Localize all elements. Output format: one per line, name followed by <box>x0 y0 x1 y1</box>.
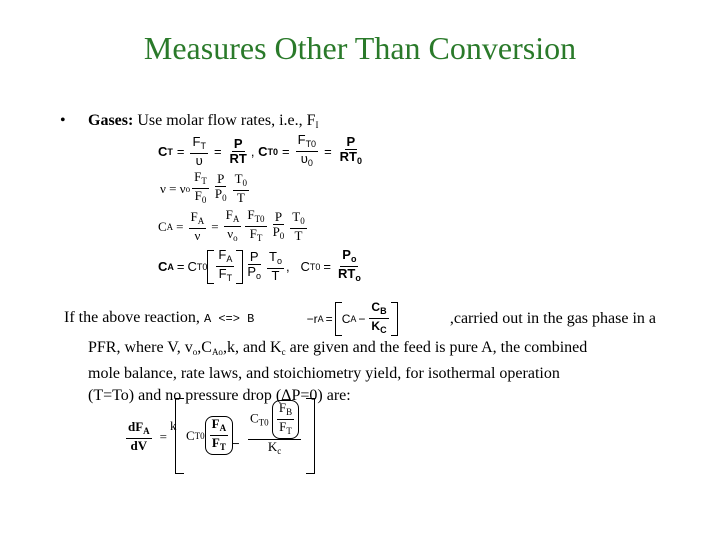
gases-label: Gases: <box>88 112 134 129</box>
rate-constant-term: k <box>170 418 177 433</box>
problem-statement: If the above reaction, A <=> B −r A = C A − $\frac{C_B}{K_C}$ ,carried out in the gas phase in a PFR, where V, $v_o,C_{Ao},k$, and $K_c$ are given and the feed is pure A, the combined mole balance, rate laws, and stoichiometry yield, for isothermal operation (T=To) and no pressure drop (ΔP=0) are: <box>64 300 656 407</box>
equation-species-concentration: C A = $\frac{F_A}{\nu}$ = $\frac{F_A}{\nu_o}$ $\frac{F_{T0}}{F_T}$ $\frac{P}{P_0}$ $\frac{T_0}{T}$ <box>158 207 305 243</box>
paragraph-line-2: PFR, where V, $v_o,C_{Ao},k$, and $K_c$ are given and the feed is pure A, the combined <box>88 339 588 357</box>
minus-sign: − <box>232 436 240 451</box>
paragraph-line-4: (T=To) and no pressure drop (ΔP=0) are: <box>88 387 351 404</box>
bullet-marker: • <box>60 112 66 129</box>
page-title: Measures Other Than Conversion <box>143 30 577 66</box>
equation-total-concentration: C T = $\frac{F_T}{\upsilon}$ = $\frac{P}{RT}$ , C T0 = $\frac{F_{T0}}{\upsilon_0}$ = $\frac{P}{RT_0}$ <box>158 132 363 168</box>
reaction-text: A <=> B <box>203 312 255 326</box>
rate-law-equation: −r A = C A − $\frac{C_B}{K_C}$ <box>307 300 398 337</box>
bracket-right <box>306 398 315 474</box>
gases-text: Use molar flow rates, i.e., F <box>137 112 316 129</box>
bracket-left <box>175 398 184 474</box>
equilibrium-term: $C_{T0}$ $\frac{F_B}{F_T}$ $K_c$ <box>246 400 303 458</box>
equation-volumetric-flow: ν = ν o $\frac{F_T}{F_0}$ $\frac{P}{P_0}$ $\frac{T_0}{T}$ <box>160 169 248 205</box>
gases-bullet-text: Gases: Use molar flow rates, i.e., $F_I$ <box>88 112 319 130</box>
equation-mole-balance: $\frac{dF_A}{dV}$ = <box>128 419 168 453</box>
paragraph-line-3: mole balance, rate laws, and stoichiometry yield, for isothermal operation <box>88 365 560 382</box>
equation-concentration-ratio: C A = C T0 $\frac{F_A}{F_T}$ $\frac{P}{P_o}$ $\frac{T_o}{T}$ , C T0 = $\frac{P_o}{RT_o}$ <box>158 247 361 283</box>
ct0-fraction-term: C T0 $\frac{F_A}{F_T}$ <box>186 416 233 455</box>
